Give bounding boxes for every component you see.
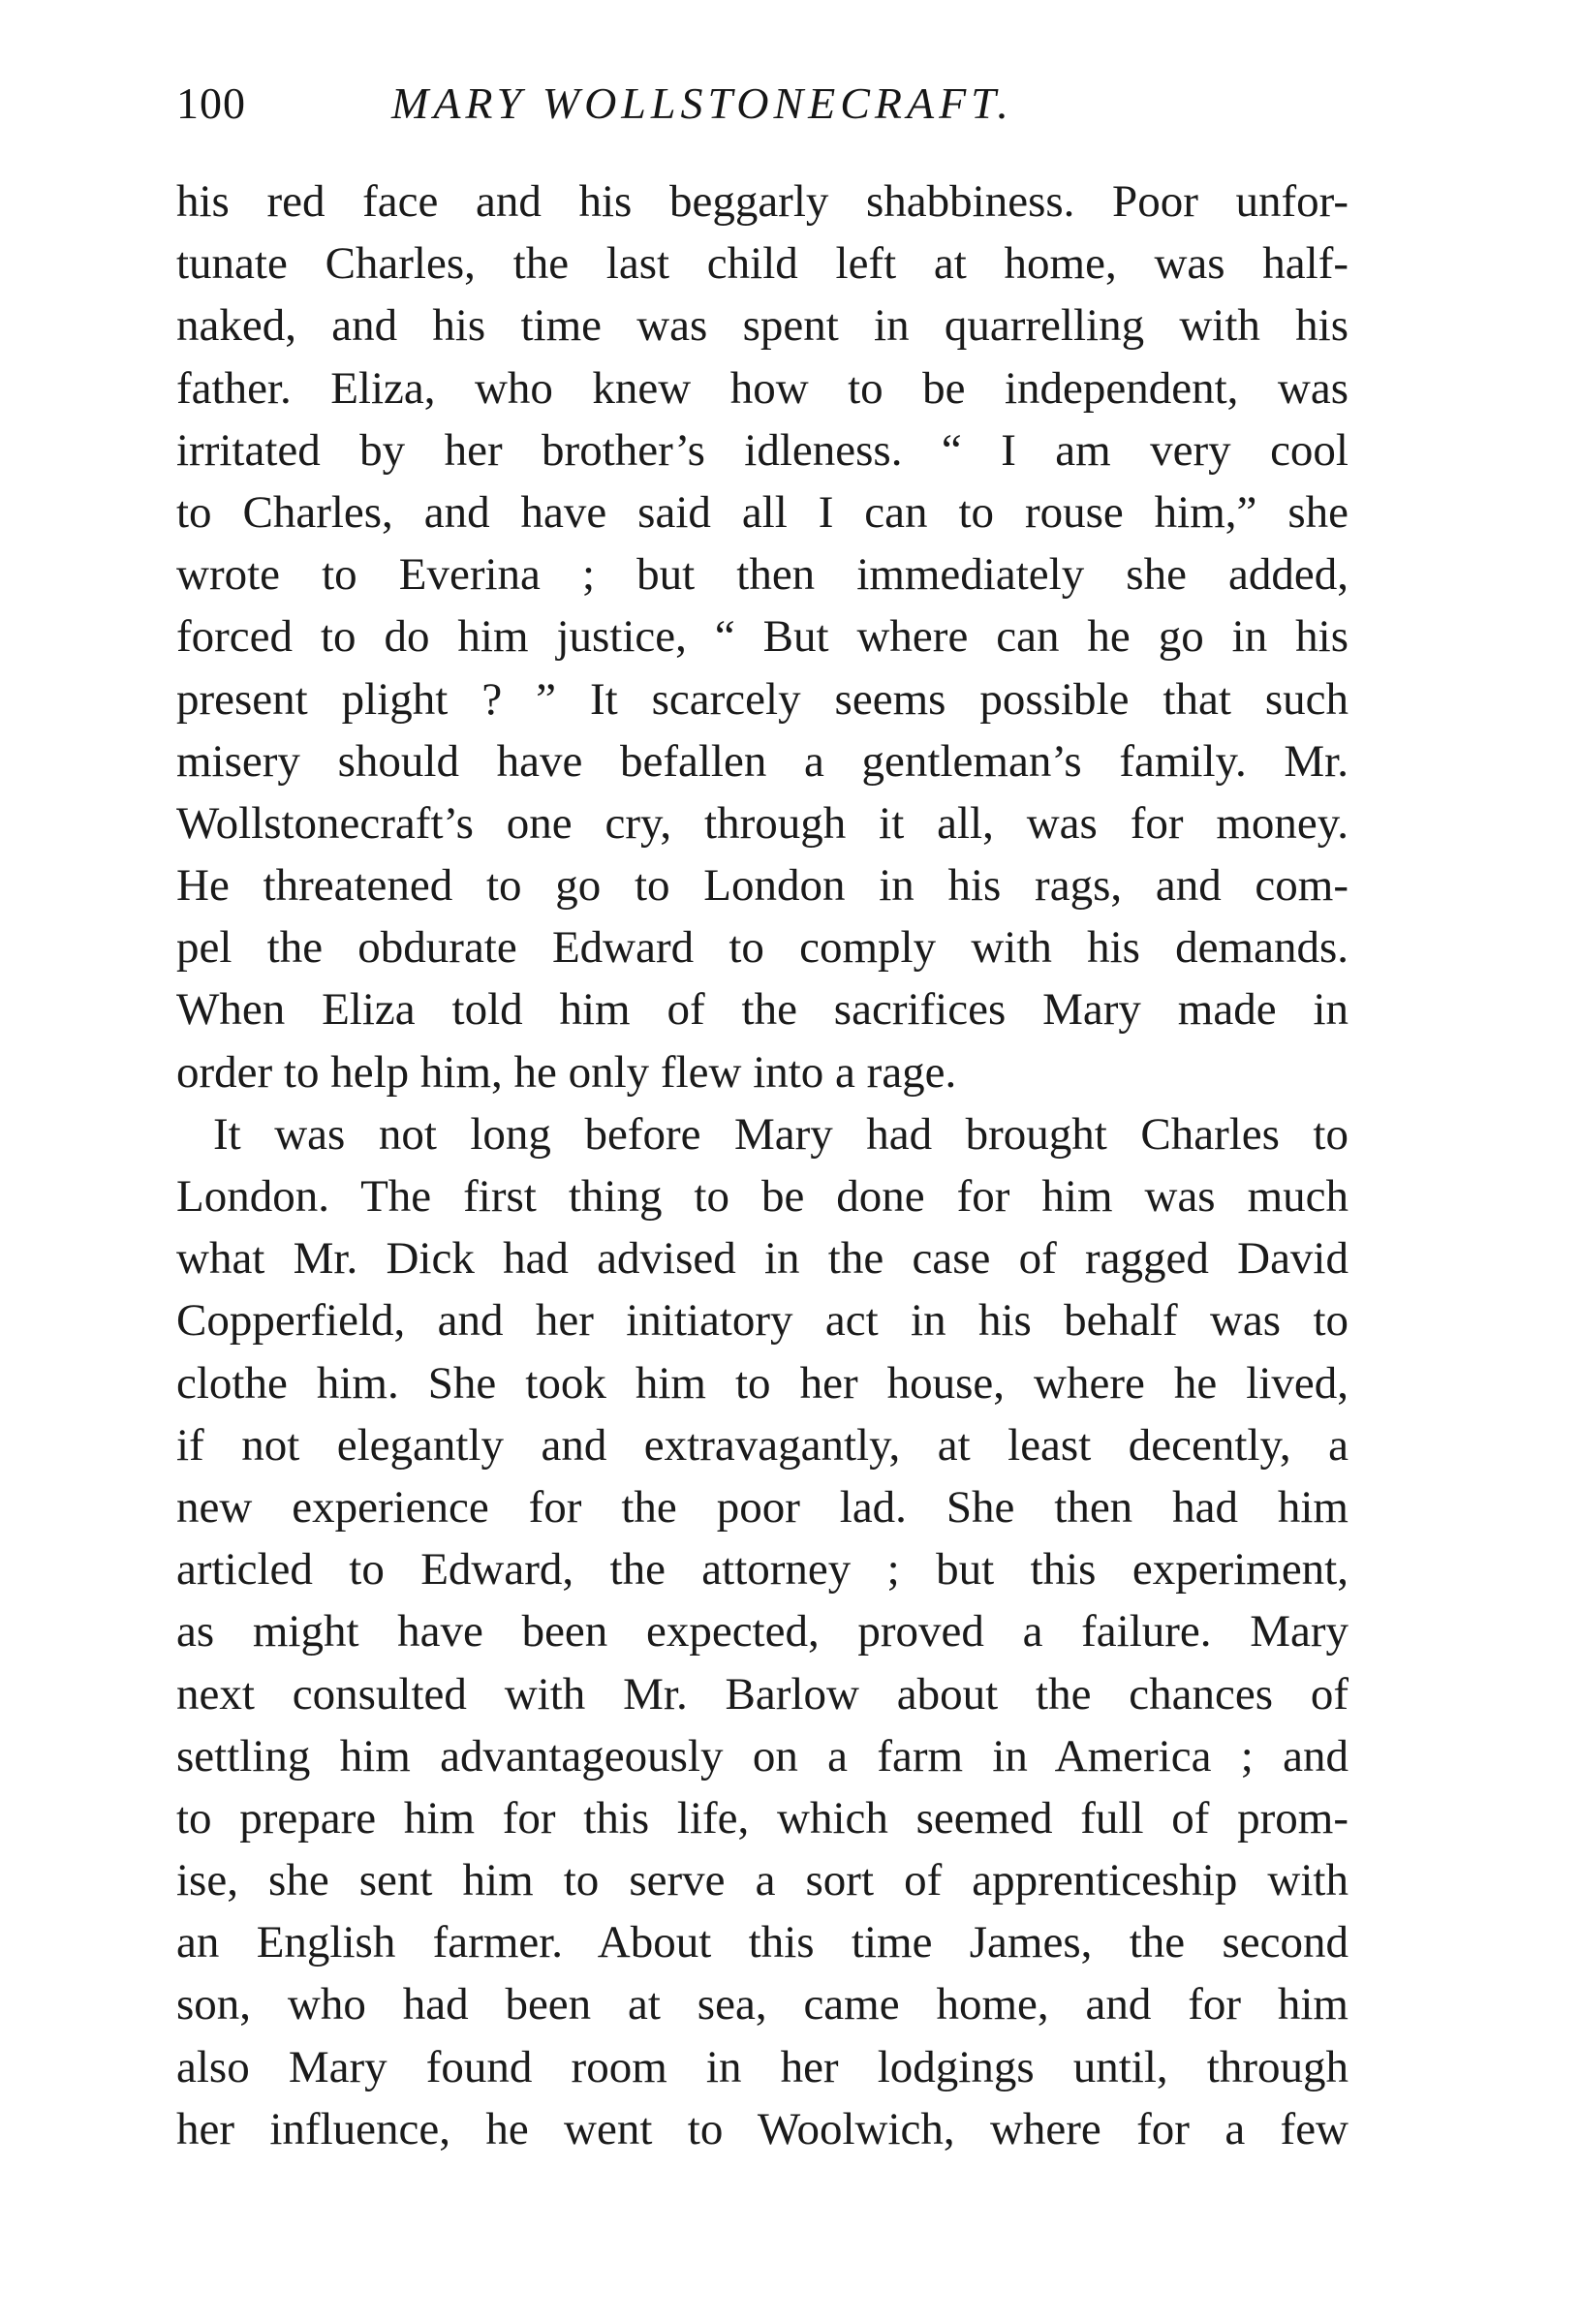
text-line: son, who had been at sea, came home, and for him [176,1979,1348,2030]
text-line: new experience for the poor lad. She then had him [176,1481,1348,1533]
text-line: naked, and his time was spent in quarrelling with his [176,300,1348,352]
text-line: his red face and his beggarly shabbiness. Poor unfor- [176,176,1348,227]
page-number: 100 [176,78,246,128]
paragraph-end-line: order to help him, he only flew into a rage. [176,1046,957,1098]
text-line: When Eliza told him of the sacrifices Mary made in [176,984,1348,1036]
text-line: also Mary found room in her lodgings until, through [176,2041,1348,2092]
text-line: an English farmer. About this time James, the second [176,1917,1348,1968]
text-line: London. The first thing to be done for him was much [176,1171,1348,1222]
text-line: to prepare him for this life, which seemed full of prom- [176,1792,1348,1844]
text-line: articled to Edward, the attorney ; but this experiment, [176,1544,1348,1596]
text-line: tunate Charles, the last child left at home, was half- [176,238,1348,290]
text-line: to Charles, and have said all I can to rouse him,” she [176,486,1348,538]
text-line: next consulted with Mr. Barlow about the chances of [176,1668,1348,1720]
text-line: what Mr. Dick had advised in the case of ragged David [176,1233,1348,1285]
text-line: misery should have befallen a gentleman’s family. Mr. [176,735,1348,787]
text-line: ise, she sent him to serve a sort of apprenticeship with [176,1855,1348,1906]
text-line: pel the obdurate Edward to comply with his demands. [176,922,1348,974]
body-text [176,170,1348,2160]
text-line: father. Eliza, who knew how to be independent, was [176,362,1348,414]
text-line: if not elegantly and extravagantly, at least decently, a [176,1419,1348,1471]
running-title: MARY WOLLSTONECRAFT. [391,78,1013,128]
text-line: as might have been expected, proved a failure. Mary [176,1606,1348,1658]
text-line: Copperfield, and her initiatory act in his behalf was to [176,1295,1348,1347]
text-line: Wollstonecraft’s one cry, through it all, was for money. [176,797,1348,849]
text-line: wrote to Everina ; but then immediately she added, [176,549,1348,601]
text-line: present plight ? ” It scarcely seems possible that such [176,673,1348,725]
text-line: irritated by her brother’s idleness. “ I am very cool [176,424,1348,476]
text-line: settling him advantageously on a farm in America ; and [176,1730,1348,1782]
text-line: clothe him. She took him to her house, where he lived, [176,1357,1348,1409]
text-line: forced to do him justice, “ But where can he go in his [176,611,1348,663]
paragraph-start-line: It was not long before Mary had brought Charles to [213,1108,1348,1160]
text-line: her influence, he went to Woolwich, where for a few [176,2103,1348,2154]
text-line: He threatened to go to London in his rags, and com- [176,860,1348,912]
page-header [176,70,1348,138]
